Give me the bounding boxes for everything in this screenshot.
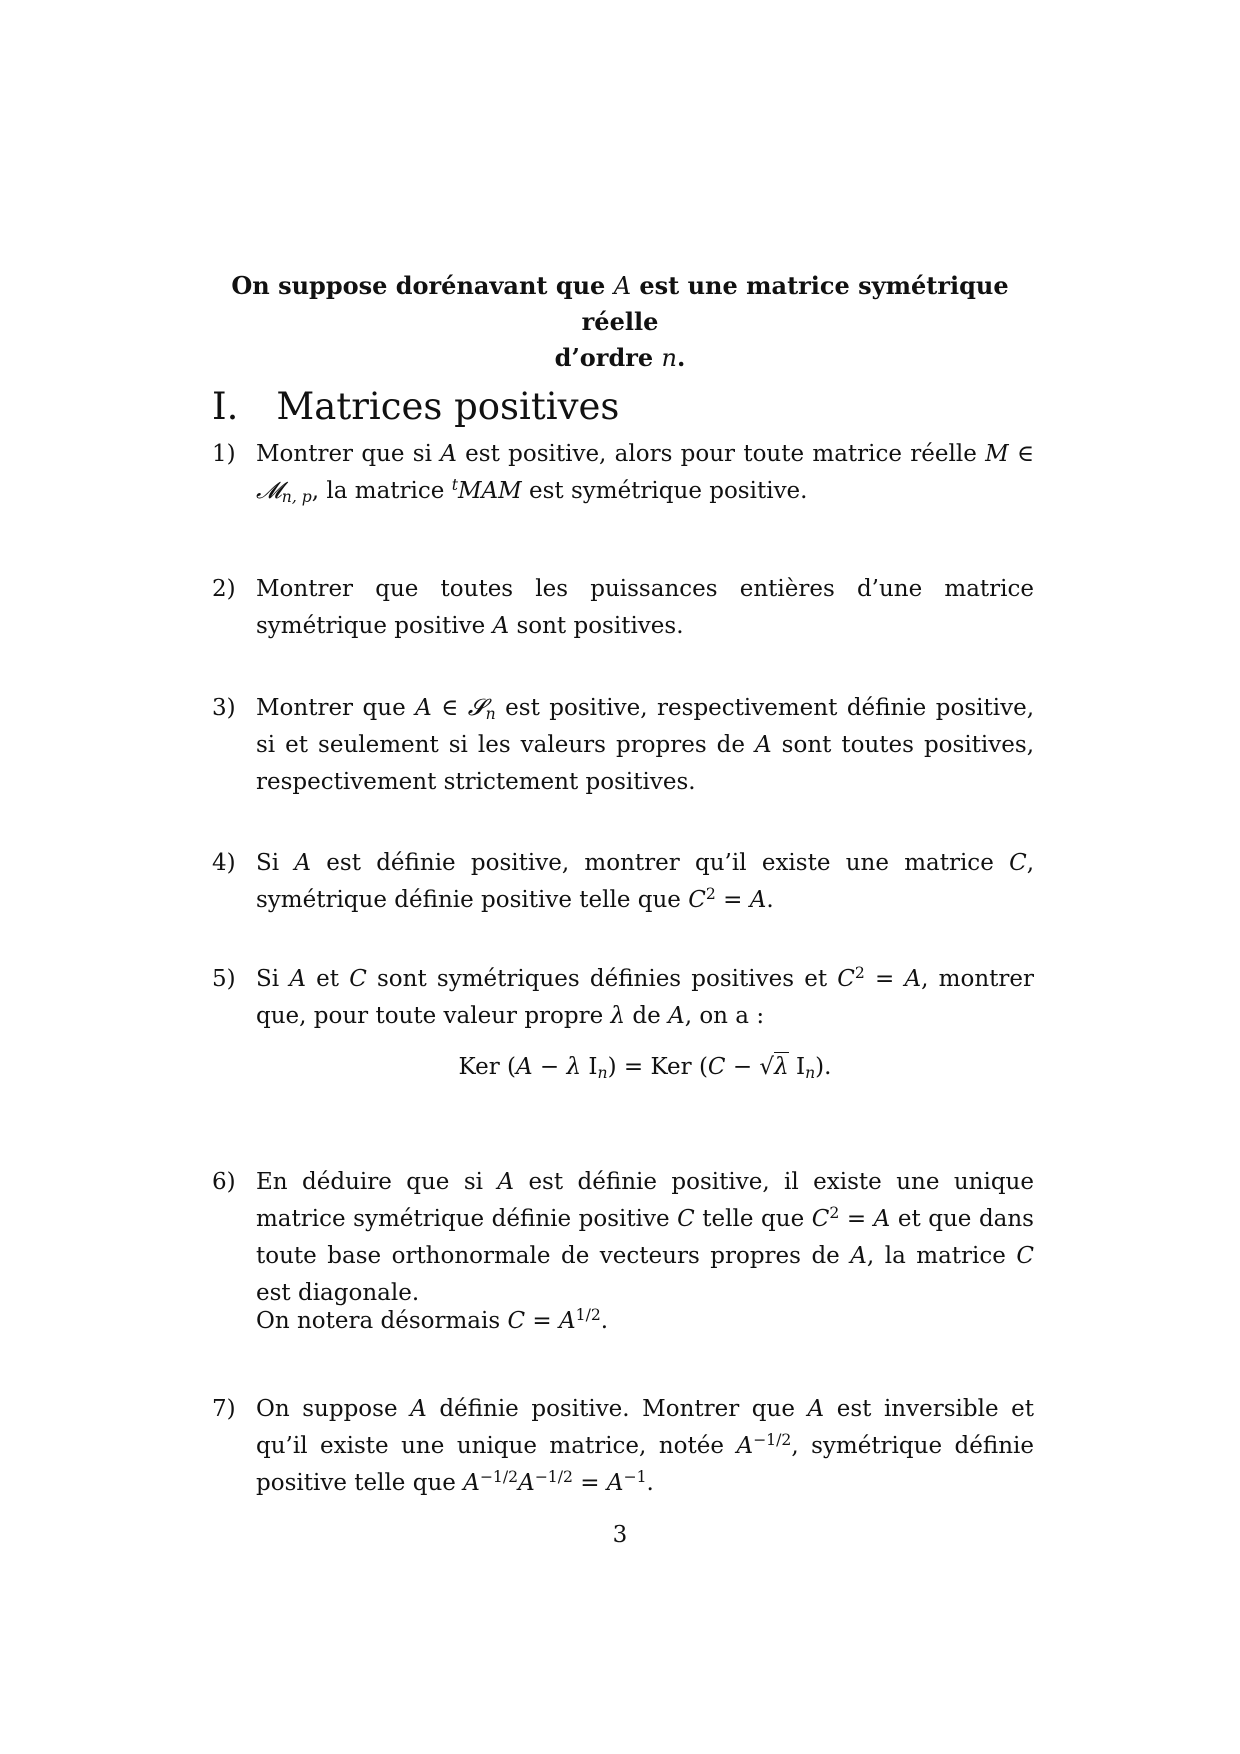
- question-number: 3): [212, 695, 236, 721]
- section-title: Matrices positives: [276, 385, 620, 428]
- intro-line-2: d’ordre n.: [554, 343, 686, 372]
- question-text: En déduire que si A est définie positive, il existe une unique matrice symétrique définie positive C telle que $C^2 = A$ et que dans toute base orthonormale de vecteurs propres de A, la matrice C est diagonale.: [256, 1169, 1034, 1306]
- question-text: Si A est définie positive, montrer qu’il existe une matrice C, symétrique définie positive telle que $C^2 = A$.: [256, 850, 1034, 913]
- page-number: 3: [612, 1522, 628, 1548]
- question-1: [212, 436, 1034, 510]
- question-number: 2): [212, 576, 236, 602]
- question-number: 4): [212, 850, 236, 876]
- question-4: [212, 845, 1034, 919]
- question-7: [212, 1391, 1034, 1502]
- question-number: 1): [212, 441, 236, 467]
- kernel-equation: Ker (A − λ $I_n$) = Ker (C − √λ $I_n$).: [458, 1054, 832, 1082]
- intro-statement: [210, 268, 1030, 376]
- question-text: Montrer que A ∈ 𝓢$_n$ est positive, respectivement définie positive, si et seulement si les valeurs propres de A sont toutes positives, respectivement strictement positives.: [256, 695, 1035, 795]
- question-text: Montrer que toutes les puissances entières d’une matrice symétrique positive A sont positives.: [256, 576, 1034, 639]
- question-5: [212, 961, 1034, 1086]
- question-text: Montrer que si A est positive, alors pour toute matrice réelle M ∈ 𝓜$_{n, p}$, la matrice $^t$MAM est symétrique positive.: [256, 441, 1035, 506]
- section-heading: [212, 385, 619, 428]
- intro-line-1: On suppose dorénavant que A est une matrice symétrique réelle: [231, 271, 1009, 336]
- question-text: On suppose A définie positive. Montrer que A est inversible et qu’il existe une unique matrice, notée $A^{-1/2}$, symétrique définie positive telle que $A^{-1/2}A^{-1/2} = A^{-1}$.: [256, 1396, 1034, 1496]
- question-6: [212, 1164, 1034, 1312]
- question-number: 5): [212, 966, 236, 992]
- question-2: [212, 571, 1034, 645]
- notation-note: On notera désormais $C = A^{1/2}$.: [256, 1305, 609, 1334]
- question-number: 7): [212, 1396, 236, 1422]
- question-text: Si A et C sont symétriques définies positives et $C^2 = A$, montrer que, pour toute valeur propre λ de A, on a :: [256, 963, 1034, 1029]
- question-number: 6): [212, 1169, 236, 1195]
- section-number: I.: [212, 385, 239, 428]
- question-3: [212, 690, 1034, 801]
